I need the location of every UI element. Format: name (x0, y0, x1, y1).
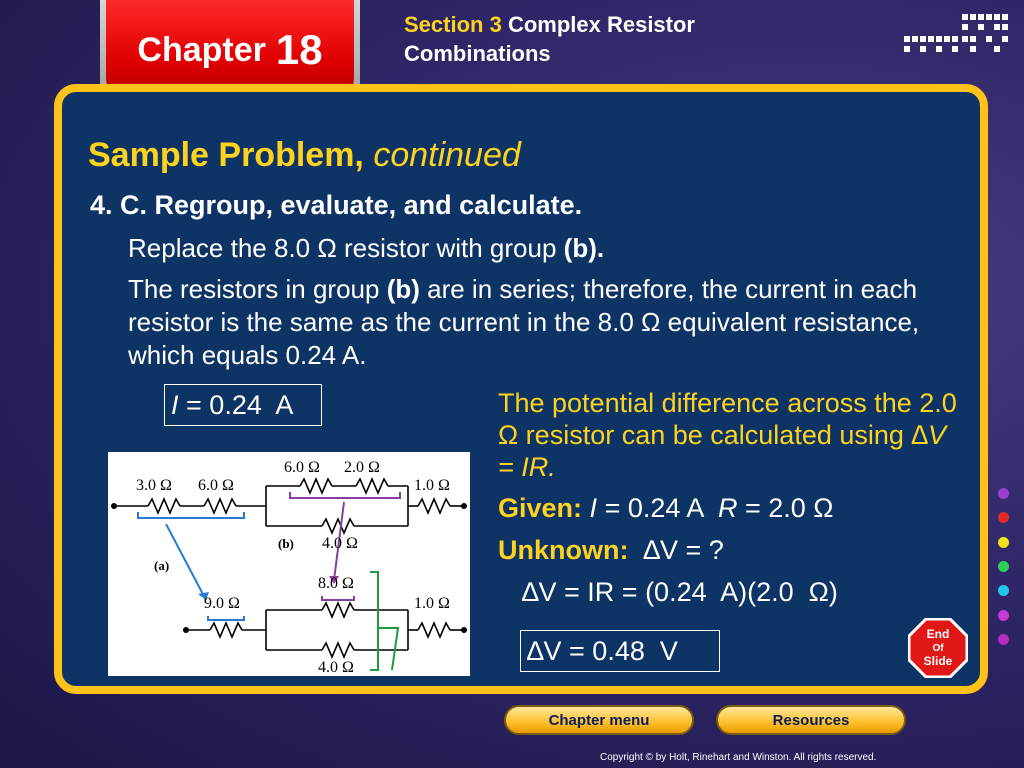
label-3ohm: 3.0 Ω (136, 477, 172, 494)
replace-bold: (b). (563, 233, 605, 263)
label-group-a: (a) (154, 558, 170, 573)
nav-dot-cyan (998, 585, 1009, 596)
label-4ohm-a: 4.0 Ω (322, 535, 358, 552)
given-label: Given: (498, 493, 583, 523)
given-r-val: = 2.0 Ω (737, 493, 834, 523)
result-equation-box: ∆V = 0.48 V (520, 630, 720, 672)
series-pre: The resistors in group (128, 274, 380, 304)
series-bold: (b) (386, 274, 420, 304)
potential-formula: ∆V = IR. (498, 420, 946, 482)
label-4ohm-b: 4.0 Ω (318, 659, 354, 676)
slide-heading (88, 136, 521, 175)
given-line (498, 493, 833, 524)
heading-main: Sample Problem, (88, 136, 364, 174)
chapter-number: 18 (275, 26, 323, 73)
unknown-label: Unknown: (498, 535, 629, 565)
replace-text: Replace the 8.0 Ω resistor with group (128, 233, 557, 263)
current-equation-box (164, 384, 322, 426)
nav-dot-red (998, 512, 1009, 523)
nav-dot-magenta (998, 610, 1009, 621)
label-9ohm: 9.0 Ω (204, 595, 240, 612)
current-var: I (171, 390, 179, 420)
section-title (404, 10, 844, 68)
given-i-var: I (589, 493, 598, 523)
given-i-val: = 0.24 A (597, 493, 703, 523)
label-group-b: (b) (278, 536, 294, 551)
label-2ohm: 2.0 Ω (344, 459, 380, 476)
end-of-slide-button[interactable] (908, 618, 968, 678)
series-post: are in series; therefore, the current in each resistor is the same as the current in the 8.0 Ω equivalent resistance, which equals 0.24 A. (128, 274, 920, 370)
section-name: Complex Resistor Combinations (404, 12, 695, 66)
copyright-text: Copyright © by Holt, Rinehart and Winston. All rights reserved. (600, 752, 877, 763)
label-6ohm-b: 6.0 Ω (284, 459, 320, 476)
label-6ohm-a: 6.0 Ω (198, 477, 234, 494)
end-slide-line3: Slide (923, 654, 953, 668)
unknown-expr: ∆V = ? (643, 535, 724, 565)
nav-dot-violet (998, 634, 1009, 645)
chapter-word: Chapter (137, 30, 266, 69)
resources-button[interactable]: Resources (716, 705, 906, 735)
label-1ohm-a: 1.0 Ω (414, 477, 450, 494)
circuit-diagram (108, 452, 470, 676)
section-label: Section 3 (404, 12, 502, 37)
label-8ohm: 8.0 Ω (318, 575, 354, 592)
nav-dot-yellow (998, 537, 1009, 548)
end-slide-line1: End (926, 627, 950, 641)
potential-text: The potential difference across the 2.0 Ω resistor can be calculated using (498, 388, 957, 450)
unknown-line (498, 535, 724, 566)
nav-dot-purple (998, 488, 1009, 499)
current-op: = (178, 390, 210, 420)
current-value: 0.24 A (209, 390, 294, 420)
heading-sub: continued (373, 136, 521, 174)
end-slide-line2: Of (932, 643, 944, 654)
given-r-var: R (717, 493, 738, 523)
series-paragraph (128, 273, 948, 372)
replace-line (128, 232, 604, 265)
chapter-menu-button[interactable]: Chapter menu (504, 705, 694, 735)
label-1ohm-b: 1.0 Ω (414, 595, 450, 612)
potential-difference-paragraph (498, 387, 958, 483)
calculation-line: ∆V = IR = (0.24 A)(2.0 Ω) (522, 577, 838, 607)
step-title: 4. C. Regroup, evaluate, and calculate. (90, 190, 583, 220)
dot-grid-decoration (900, 14, 1010, 54)
nav-dot-green (998, 561, 1009, 572)
